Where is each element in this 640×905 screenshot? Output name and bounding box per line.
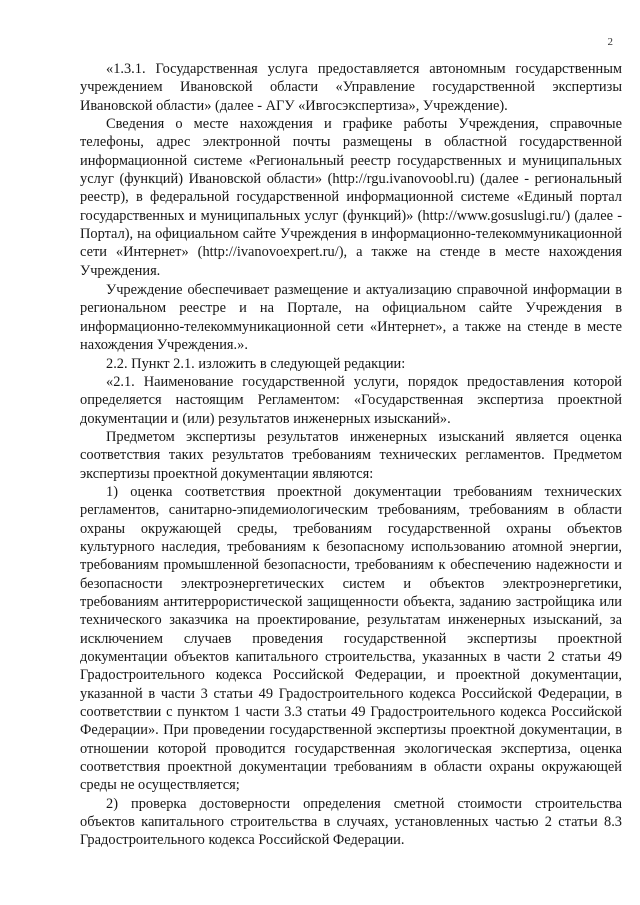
list-item-2: 2) проверка достоверности определения сметной стоимости строительства объектов капитального строительства в случаях, установленных частью 2 статьи 8.3 Градостроительного кодекса Российской Федерации. xyxy=(80,795,622,849)
paragraph-2-2: 2.2. Пункт 2.1. изложить в следующей редакции: xyxy=(106,355,406,372)
paragraph-institution-duties: Учреждение обеспечивает размещение и актуализацию справочной информации в региональном реестре и на Портале, на официальном сайте Учреждения в информационно-телекоммуникационной сети «Интернет», а также на стенде в месте нахождения Учреждения.». xyxy=(80,282,622,354)
paragraph-2-1: «2.1. Наименование государственной услуги, порядок предоставления которой определяется настоящим Регламентом: «Государственная экспертиза проектной документации и (или) результатов инженерных изысканий». xyxy=(80,373,622,427)
list-item-1: 1) оценка соответствия проектной документации требованиям технических регламентов, санитарно-эпидемиологическим требованиям, требованиям в области охраны окружающей среды, требованиям государственной охраны объектов культурного наследия, требованиям к безопасному использованию атомной энергии, требованиям промышленной безопасности, требованиям к обеспечению надежности и безопасности электроэнергетических систем и объектов электроэнергетики, требованиям антитеррористической защищенности объекта, заданию застройщика или технического заказчика на проектирование, результатам инженерных изысканий, за исключением случаев проведения государственной экспертизы проектной документации объектов капитального строительства, указанных в части 2 статьи 49 Градостроительного кодекса Российской Федерации, и проектной документации, указанной в части 3 статьи 49 Градостроительного кодекса Российской Федерации, в соответствии с пунктом 1 части 3.3 статьи 49 Градостроительного кодекса Российской Федерации». При проведении государственной экспертизы проектной документации, в отношении которой проводится государственная экологическая экспертиза, оценка соответствия проектной документации требованиям в области охраны окружающей среды не осуществляется; xyxy=(80,483,622,794)
document-body xyxy=(80,60,622,850)
page-number: 2 xyxy=(607,36,613,48)
paragraph-subject-of-expertise: Предметом экспертизы результатов инженерных изысканий является оценка соответствия таких результатов требованиям технических регламентов. Предметом экспертизы проектной документации являются: xyxy=(80,428,622,482)
paragraph-1-3-1: «1.3.1. Государственная услуга предоставляется автономным государственным учреждением Ивановской области «Управление государственной экспертизы Ивановской области» (далее - АГУ «Ивгосэкспертиза», Учреждение). xyxy=(80,61,622,114)
paragraph-contact-info: Сведения о месте нахождения и графике работы Учреждения, справочные телефоны, адрес электронной почты размещены в областной государственной информационной системе «Региональный реестр государственных и муниципальных услуг (функций) Ивановской области» (http://rgu.ivanovoobl.ru) (далее - региональный реестр), в федеральной государственной информационной системе «Единый портал государственных и муниципальных услуг (функций)» (http://www.gosuslugi.ru/) (далее - Портал), на официальном сайте Учреждения в информационно-телекоммуникационной сети «Интернет» (http://ivanovoexpert.ru/), а также на стенде в месте нахождения Учреждения. xyxy=(80,116,622,279)
